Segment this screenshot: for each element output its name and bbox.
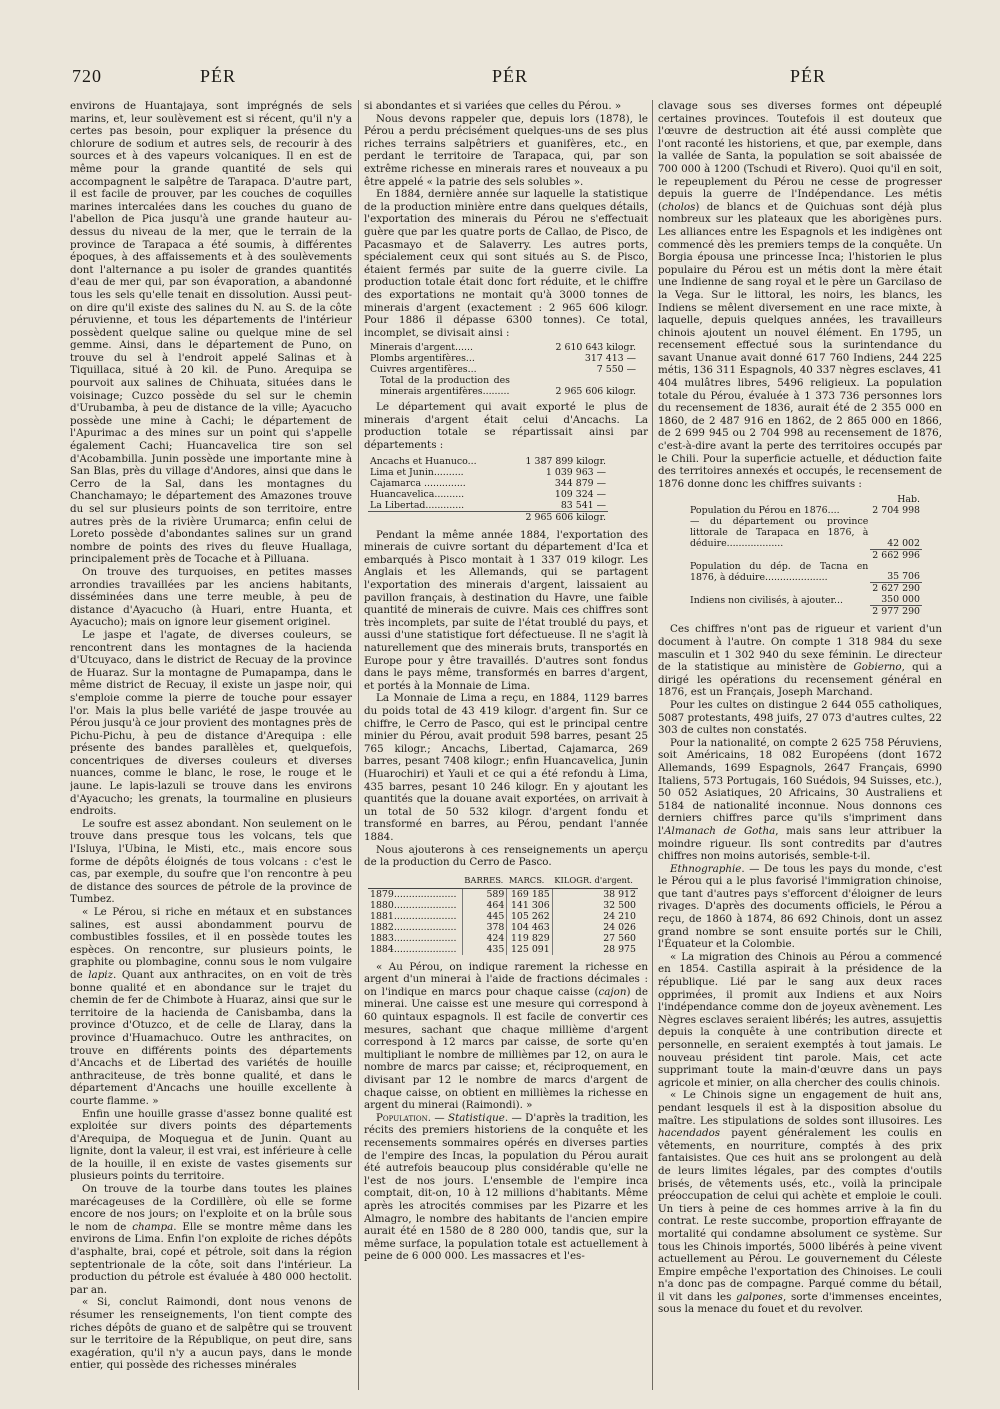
text-run-italic: cajon [598,985,627,998]
paragraph: Le jaspe et l'agate, de diverses couleurs, se rencontrent dans les montagnes de la hacienda d'Utcuyaco, dans le district de Recuay de la province de Huaraz. Sur la montagne de Pumapampa, dans le même district de Recuay, il existe un jaspe noir, qui s'emploie comme la pierre de touche pour essayer l'or. Mais la plus belle variété de jaspe trouvée au Pérou jusqu'à ce jour provient des montagnes près de Pichu-Pichu, à peu de distance d'Arequipa : elle présente des bandes parallèles et, quelquefois, concentriques de diverses couleurs et diverses nuances, comme le blanc, le rose, le rouge et le jaune. Le lapis-lazuli se trouve dans les environs d'Ayacucho; les grenats, la tourmaline en plusieurs endroits. [70,628,352,818]
table-cell: Population du Pérou en 1876.... [690,505,840,517]
table-cell: 27 560 [552,933,638,944]
table-cell: 32 500 [552,900,638,911]
running-head-center: PÉR [492,66,529,86]
text-run-italic: galpones [736,1290,783,1303]
table-cell: 1881..................... [370,910,457,922]
table-row [368,933,638,944]
table-cell: Huancavelica.......... [370,488,465,500]
table-cell: 119 829 [507,933,552,944]
table-row [368,353,638,364]
table-cell: Population du dép. de Tacna en 1876, à déduire..................... [690,560,869,583]
text-run-italic: hacendados [658,1127,721,1140]
table-cell [688,606,870,618]
table-cell: 169 185 [507,888,552,900]
text-run: , mais sans leur attribuer la moindre rigueur. Ils sont contredits par d'autres chiffres non moins autorisés, semble-t-il. [658,824,942,863]
table-cell [688,549,870,561]
table-cell: Indiens non civilisés, à ajouter... [690,594,843,606]
table-cell: Plombs argentifères... [370,353,475,365]
paragraph: En 1884, dernière année sur laquelle la statistique de la production minière entre dans quelques détails, l'exportation des minerais du Pérou ne s'effectuait guère que par les quatre ports de Callao, de Pisco, de Pacasmayo et de Salaverry. Les autres ports, spécialement ceux qui sont situés au S. de Pisco, étaient fermés par suite de la guerre civile. La production totale était donc fort réduite, et le chiffre des exportations ne montait qu'à 3000 tonnes de minerais d'argent (exactement : 2 965 606 kilogr. Pour 1886 il dépasse 6300 tonnes). Ce total, incomplet, se divisait ainsi : [364,188,648,339]
table-cell: Lima et Junin.......... [370,466,464,478]
table-header-row [368,873,638,889]
text-run: clavage sous ses diverses formes ont dépeuplé certaines provinces. Toutefois il est douteux que l'œuvre de destruction ait été aussi complète que l'ont raconté les historiens, et que, par exemple, dans la vallée de Santa, la population se soit abaissée de 700 000 à 1200 (Tschudi et Rivero). Quoi qu'il en soit, le repeuplement du Pérou ne cesse de progresser depuis la guerre de l'Indépendance. Les métis ( [658,100,942,213]
paragraph: environs de Huantajaya, sont imprégnés de sels marins, et, leur soulèvement est si récent, qu'il n'y a certes pas besoin, pour expliquer la présence du chlorure de sodium et autres sels, de recourir à des sources et à des vapeurs volcaniques. Il en est de même pour la grande quantité de sels qui accompagnent le salpêtre de Tarapaca. D'autre part, il est facile de prouver, par les couches de coquilles marines intercalées dans les couches du guano de l'abellon de Pica jusqu'à une grande hauteur au-dessus du niveau de la mer, que le terrain de la province de Tarapaca a été soumis, à différentes époques, à des affaissements et à des soulèvements dont l'alternance a pu isoler de grandes quantités d'eau de mer qui, par son évaporation, a abandonné tous les sels qu'elle tenait en dissolution. Aussi peut-on dire qu'il existe des salines du N. au S. de la côte péruvienne, et tous les départements de l'intérieur possèdent quelque saline ou quelque mine de sel gemme. Ainsi, dans le département de Puno, on trouve du sel à l'endroit appelé Salinas et à Tiquillaca, situé à 20 kil. de Puno. Arequipa se pourvoit aux salines de Chihuata, situées dans le voisinage; Cuzco possède du sel sur le chemin d'Urubamba, à peu de distance de la ville; Ayacucho possède une mine à Cachi; le département de l'Apurimac a des mines sur un point qui s'appelle également Cachi; Huancavelica tire son sel d'Acobambilla. Junin possède une importante mine à San Blas, près du village d'Andores, ainsi que dans le Cerro de la Sal, dans les montagnes du Chanchamayo; le département des Amazones trouve du sel sur plusieurs points de son territoire, entre autres près de la rivière Urumarca; enfin celui de Loreto possède d'abondantes salines sur un grand nombre de points des rives du fleuve Huallaga, principalement près de Tocache et à Pilluana. [70,100,352,566]
table-row [368,456,608,467]
table-cell: — du département ou province littorale de Tarapaca en 1876, à déduire................... [690,516,869,550]
departments-table [368,456,608,523]
page-header [0,66,1000,92]
table-row [688,583,922,595]
paragraph [70,1183,352,1296]
table-row [368,500,608,512]
table-cell [688,583,870,595]
table-cell: Total de la production des minerais argentifères......... [380,375,510,398]
text-run: . Quant aux anthracites, on en voit de très bonne qualité et en abondance sur le trajet du chemin de fer de Chimbote à Huaraz, ainsi que sur le territoire de la hacienda de Canisbamba, dans la province d'Otuzco, et de celle de Llaray, dans la province d'Huamachuco. Outre les anthracites, on trouve en différents points des départements d'Ancachs et de Libertad des variétés de houille anthraciteuse, de très bonne qualité, et dans le département d'Ancachs une houille excellente à courte flamme. » [70,968,352,1107]
table-cell [688,494,870,505]
table-cell: Cuivres argentifères... [370,364,477,376]
table-cell [368,511,504,523]
paragraph: Le soufre est assez abondant. Non seulement on le trouve dans presque tous les volcans, tels que l'Isluya, l'Ubina, le Misti, etc., mais encore sous forme de dépôts éloignés de tous volcans : c'est le cas, par exemple, du soufre que l'on rencontre à peu de distance des sources de pétrole de la province de Tumbez. [70,817,352,906]
table-row [688,606,922,618]
table-cell: Cajamarca .............. [370,477,466,489]
table-cell: La Libertad............. [370,499,465,511]
text-run: , sorte d'immenses enceintes, sous la menace du fouet et du revolver. [658,1290,942,1316]
text-run: payent généralement les coulis en vêtements, en nourriture, comptés à des prix fantaisistes. Que ces huit ans se prolongent au delà de leurs limites légales, par des comptes d'outils brisés, de vêtements usés, etc., voilà la principale préoccupation de celui qui achète et emploie le couli. Un tiers à peine de ces hommes arrive à la fin du contrat. Le reste succombe, proportion effrayante de mortalité qui condamne absolument ce système. Sur tous les Chinois importés, 5000 libérés à peine vivent actuellement au Pérou. Le gouvernement du Céleste Empire empêche l'exportation des Chinoises. Le couli n'a donc pas de compagne. Parqué comme du bétail, il vit dans les [658,1127,942,1303]
column-divider [652,100,653,1390]
text-run: On trouve de la tourbe dans toutes les plaines marécageuses de la Cordillère, où elle se forme encore de nos jours; on l'exploite et on la brûle sous le nom de [70,1183,352,1233]
paragraph [658,100,942,490]
table-cell: 28 975 [552,944,638,955]
table-cell: 344 879 — [554,477,606,489]
table-cell: Ancachs et Huanuco... [370,455,477,467]
table-cell: 24 026 [552,922,638,933]
paragraph: Le département qui avait exporté le plus de minerais d'argent était celui d'Ancachs. La production totale se répartissait ainsi par départements : [364,401,648,452]
text-run-italic: lapiz [88,968,114,981]
running-head-right: PÉR [790,66,827,86]
table-cell: 1880..................... [370,899,457,911]
column-header [368,873,462,889]
text-run: . Elle se montre même dans les environs de Lima. Enfin l'on exploite de riches dépôts d'asphalte, brai, copé et pétrole, soit dans la région septentrionale de la côte, soit dans l'intérieur. La production du pétrole est évaluée à 480 000 hectolit. par an. [70,1220,352,1296]
paragraph: On trouve des turquoises, en petites masses arrondies travaillées par les anciens habitants, disséminées dans une terre meuble, à peu de distance d'Ayacucho (à Huari, entre Huanta, et Ayacucho); mais on ignore leur gisement originel. [70,565,352,629]
text-run: « Le Chinois signe un engagement de huit ans, pendant lesquels il est à la disposition absolue du maître. Les stipulations de soldes sont illusoires. Les [658,1089,942,1127]
table-cell: 2 662 996 [872,549,920,561]
table-cell: 35 706 [870,561,922,583]
text-run: ) de blancs et de Quichuas sont déjà plus nombreux sur les plateaux que les aborigènes purs. Les alliances entre les Espagnols et les indigènes ont commencé dès les premiers temps de la conquête. Un Borgia épousa une princesse Inca; l'historien le plus populaire du Pérou est un métis dont la mère était une Indienne de sang royal et le père un Garcilaso de la Vega. Sur le littoral, les noirs, les blancs, les Indiens se mêlent diversement en une race mixte, à laquelle, depuis quelques années, les travailleurs chinois ajoutent un nouvel élément. En 1795, un recensement effectué sous la surintendance du savant Unanue avait donné 617 760 Indiens, 244 225 métis, 136 311 Espagnols, 40 337 nègres esclaves, 41 404 mulâtres libres, 5496 religieux. La population totale du Pérou, évaluée à 1 373 736 personnes lors du recensement de 1836, aurait été de 2 355 000 en 1860, de 2 487 916 en 1862, de 2 865 000 en 1866, de 2 699 945 ou 2 704 998 au recensement de 1876, c'est-à-dire avant la perte des territoires occupés par le Chili. Pour la superficie actuelle, et déduction faite des territoires annexés et occupés, le recensement de 1876 donne donc les chiffres suivants : [658,200,942,490]
text-run: . — D'après la tradition, les récits des premiers historiens de la conquête et les recensements sommaires opérés en diverses parties de l'empire des Incas, la population du Pérou aurait été autrefois beaucoup plus considérable qu'elle ne l'est de nos jours. L'ensemble de l'empire inca comptait, dit-on, 10 à 12 millions d'habitants. Même après les atrocités commises par les Pizarre et les Almagro, le nombre des habitants de l'ancien empire aurait été en 1580 de 8 280 000, tandis que, sur la même surface, la population totale est actuellement à peine de 6 000 000. Les massacres et l'es- [364,1111,648,1263]
table-row [368,467,608,478]
running-head-left: PÉR [200,66,237,86]
table-row [368,375,638,397]
column-center [364,100,648,1400]
text-run: . — De tous les pays du monde, c'est le Pérou qui a le plus favorisé l'immigration chinoise, que tant d'autres pays s'efforcent d'éloigner de leurs rivages. D'après des documents officiels, le Pérou a reçu, de 1860 à 1874, 86 692 Chinois, dont un assez grand nombre se sont ensuite portés sur le Chili, l'Équateur et la Colombie. [658,862,942,951]
paragraph: « La migration des Chinois au Pérou a commencé en 1854. Castilla aspirait à la présidence de la république. Lié par le sang aux deux races opprimées, il promit aux Indiens et aux Noirs l'indépendance comme don de joyeux avènement. Les Nègres esclaves seraient libérés; les autres, assujettis depuis la conquête à une contribution directe et personnelle, en seraient exemptés à tout jamais. Le nouveau président tint parole. Mais, cet acte supprimant toute la main-d'œuvre dans un pays agricole et minier, on alla chercher des coulis chinois. [658,950,942,1089]
table-row [368,478,608,489]
table-cell: 378 [462,922,507,933]
table-row [368,888,638,900]
table-row [368,944,638,955]
table-row [368,900,638,911]
text-run: ) de minerai. Une caisse est une mesure qui correspond à 60 quintaux espagnols. Il est facile de convertir ces mesures, sachant que chaque millième d'argent correspond à 12 marcs par caisse, de sorte qu'en multipliant le nombre de millièmes par 12, on aura le nombre de marcs par caisse; et, réciproquement, en divisant par 12 le nombre de marcs d'argent de chaque caisse, on obtient en millièmes la richesse en argent du minerai (Raimondi). » [364,985,648,1112]
table-row [688,594,922,606]
paragraph: Nous ajouterons à ces renseignements un aperçu de la production du Cerro de Pasco. [364,843,648,869]
text-run-italic: Gobierno [853,661,902,674]
table-total-row [368,511,608,523]
table-cell: Hab. [897,494,920,506]
table-row [688,494,922,505]
paragraph: si abondantes et si variées que celles du Pérou. » [364,100,622,112]
paragraph: Nous devons rappeler que, depuis lors (1878), le Pérou a perdu précisément quelques-uns de ses plus riches terrains salpêtriers et guanifères, etc., en perdant le territoire de Tarapaca, qui, par son extrême richesse en minerais rares et nouveaux a pu être appelé « la patrie des sels solubles ». [364,112,648,188]
table-row [688,561,922,583]
paragraph [658,1089,942,1316]
text-run-italic: cholos [662,200,696,213]
table-cell: 350 000 [870,594,922,606]
table-row [368,922,638,933]
column-right [658,100,942,1400]
table-row [688,516,922,549]
table-cell: 2 965 606 kilogr. [504,511,608,523]
table-cell: 38 912 [552,888,638,900]
table-cell: 1884..................... [370,943,457,955]
table-cell: 1879..................... [370,888,457,900]
text-run-italic: champa [132,1220,174,1233]
column-header: BARRES. [462,873,507,889]
table-cell: 1 039 963 — [545,466,606,478]
table-cell: 109 324 — [554,488,606,500]
text-run: Pour la nationalité, on compte 2 625 758 Péruviens, soit Américains, 18 082 Européens (dont 1672 Allemands, 1699 Espagnols, 2647 Français, 6990 Italiens, 573 Portugais, 160 Suédois, 94 Suisses, etc.), 50 052 Asiatiques, 20 Africains, 30 Australiens et 5184 de nationalité inconnue. Nous donnons ces derniers chiffres parce qu'ils s'impriment dans l' [658,736,942,837]
table-cell: 435 [462,944,507,955]
table-cell: 125 091 [507,944,552,955]
paragraph: « Si, conclut Raimondi, dont nous venons de résumer les renseignements, l'on tient compte des riches dépôts de guano et de salpêtre qui se trouvent sur le territoire de la République, on peut dire, sans exagération, qu'il n'y a aucun pays, dans le monde entier, qui possède des richesses minérales [70,1296,352,1372]
table-cell: 1883..................... [370,932,457,944]
table-cell: 2 965 606 kilogr. [555,386,636,398]
text-run: « Le Pérou, si riche en métaux et en substances salines, est aussi abondamment pourvu de combustibles fossiles, et il en possède toutes les espèces. On rencontre, sur plusieurs points, le graphite ou plombagine, connu sous le nom vulgaire de [70,906,352,981]
minerals-table [368,342,638,397]
paragraph: Pour les cultes on distingue 2 644 055 catholiques, 5087 protestants, 498 juifs, 27 073 d'autres cultes, 22 303 de cultes non constatés. [658,698,942,737]
paragraph: Enfin une houille grasse d'assez bonne qualité est exploitée sur divers points des départements d'Arequipa, de Moquegua et de Junin. Quant au lignite, dont la valeur, il est vrai, est inférieure à celle de la houille, il en existe de vastes gisements sur plusieurs points du territoire. [70,1107,352,1183]
text-run-italic: Almanach de Gotha [664,824,776,837]
table-cell: 424 [462,933,507,944]
column-header: MARCS. [507,873,552,889]
table-cell: 464 [462,900,507,911]
paragraph: Population. — Statistique. — D'après la tradition, les récits des premiers historiens de la conquête et les recensements sommaires opérés en diverses parties de l'empire des Incas, la population du Pérou aurait été autrefois beaucoup plus considérable qu'elle ne l'est de nos jours. L'ensemble de l'empire inca comptait, dit-on, 10 à 12 millions d'habitants. Même après les atrocités commises par les Pizarre et les Almagro, le nombre des habitants de l'ancien empire aurait été en 1580 de 8 280 000, tandis que, sur la même surface, la population totale est actuellement à peine de 6 000 000. Les massacres et l'es- [364,1111,648,1263]
table-cell: 589 [462,888,507,900]
column-left [70,100,352,1400]
table-row [368,342,638,353]
table-row [688,505,922,516]
table-cell: 104 463 [507,922,552,933]
paragraph [364,961,648,1112]
page-number: 720 [72,66,102,86]
table-cell: 2 704 998 [872,505,920,517]
table-cell: 1882..................... [370,921,457,933]
table-cell: 1 387 899 kilogr. [525,455,606,467]
table-cell: 2 610 643 kilogr. [555,342,636,354]
paragraph: La Monnaie de Lima a reçu, en 1884, 1129 barres du poids total de 43 419 kilogr. d'argent fin. Sur ce chiffre, le Cerro de Pasco, qui est le principal centre minier du Pérou, avait produit 598 barres, pesant 25 765 kilogr.; Ancachs, Libertad, Cajamarca, 269 barres, pesant 7408 kilogr.; enfin Huancavelica, Junin (Huarochiri) et Yauli et ce qui a été refondu à Lima, 435 barres, pesant 10 246 kilogr. En y ajoutant les quantités que la douane avait exportées, on arrivait à un total de 50 532 kilogr. d'argent fondu et transformé en barres, au Pérou, pendant l'année 1884. [364,692,648,843]
text-run-italic: Statistique [448,1111,505,1124]
table-cell: 2 627 290 [872,583,920,595]
paragraph [70,906,352,1108]
table-row [368,364,638,375]
table-cell: 24 210 [552,911,638,922]
text-run: , qui a dirigé les opérations du recensement général en 1876, est un Français, Joseph Marchand. [658,661,942,699]
paragraph: Pendant la même année 1884, l'exportation des minerais de cuivre sortant du département d'Ica et embarqués à Pisco montait à 1 337 019 kilogr. Les Anglais et les Allemands, qui se partagent l'exportation des minerais d'argent, laissaient au pavillon français, à destination du Havre, une faible quantité de minerais de cuivre. Mais ces chiffres sont très incomplets, par suite de l'état troublé du pays, et aussi d'une statistique fort défectueuse. Il ne s'agit là naturellement que des minerais bruts, transportés en Europe pour y être travaillés. D'autres sont fondus dans le pays même, transformés en barres d'argent, et portés à la Monnaie de Lima. [364,528,648,692]
paragraph [658,737,942,863]
table-cell: Minerais d'argent...... [370,342,473,354]
table-cell: 445 [462,911,507,922]
text-run: « Au Pérou, on indique rarement la richesse en argent d'un minerai à l'aide de fractions décimales : on l'indique en marcs pour chaque caisse ( [364,960,648,998]
table-cell: 42 002 [870,516,922,549]
paragraph [658,623,942,699]
table-cell: 7 550 — [596,364,636,376]
table-cell: 2 977 290 [872,606,920,618]
text-run-italic: Ethnographie [670,862,742,875]
table-cell: 83 541 — [560,499,606,511]
table-row [688,549,922,561]
table-cell: 105 262 [507,911,552,922]
cerro-de-pasco-table [368,873,638,955]
table-row [368,911,638,922]
table-cell: 317 413 — [584,353,636,365]
paragraph [658,863,942,951]
text-run: Ces chiffres n'ont pas de rigueur et varient d'un document à l'autre. On compte 1 318 984 du sexe masculin et 1 302 940 du sexe féminin. Le directeur de la statistique au ministère de [658,623,942,674]
table-cell: 141 306 [507,900,552,911]
column-divider [358,100,359,1390]
population-table [688,494,922,617]
table-row [368,489,608,500]
column-header: KILOGR. d'argent. [552,873,638,889]
section-label: Population. [376,1111,432,1124]
